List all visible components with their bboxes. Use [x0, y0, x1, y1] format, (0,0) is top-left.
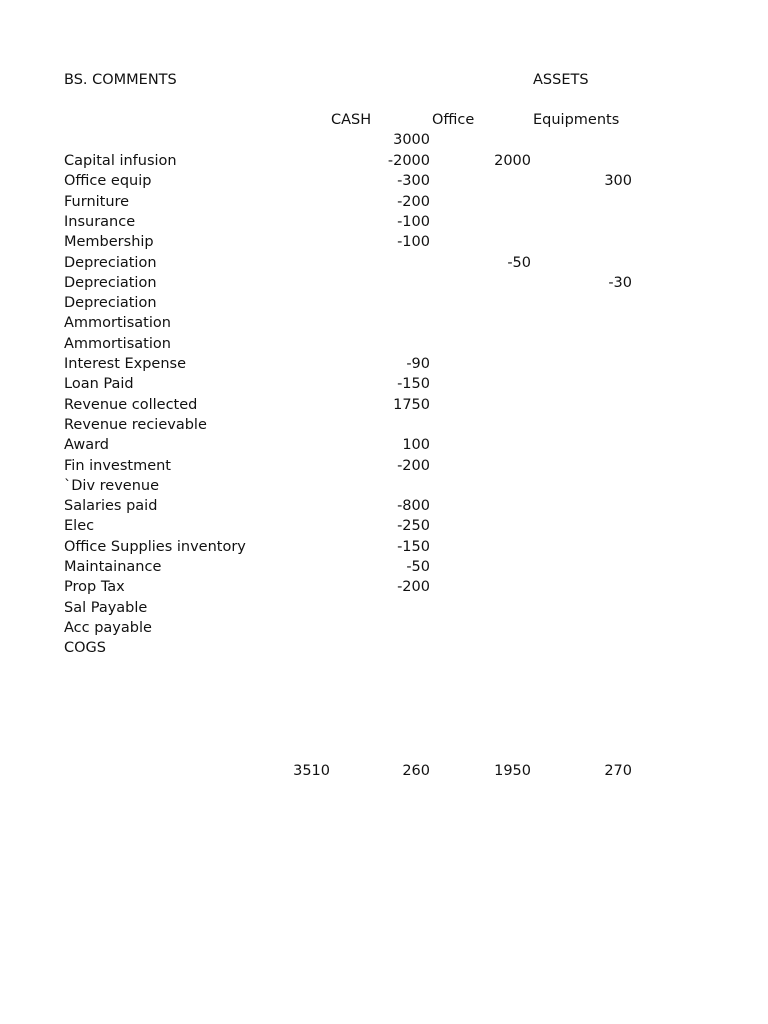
row-equipments-value	[532, 496, 632, 516]
row-equipments-value	[532, 415, 632, 435]
row-cash-value: -250	[397, 518, 430, 534]
sheet-title: BS. COMMENTS	[64, 72, 177, 88]
row-office-value: -50	[507, 255, 531, 271]
opening-cash-value: 3000	[393, 132, 430, 148]
row-cash-value: -50	[406, 559, 430, 575]
row-equipments-value	[532, 577, 632, 597]
row-office-value	[431, 192, 531, 212]
row-cash-value: -800	[397, 498, 430, 514]
row-label: Insurance	[64, 214, 136, 230]
row-cash-value	[330, 273, 430, 293]
row-label: Salaries paid	[64, 498, 158, 514]
row-office-value	[431, 232, 531, 252]
row-office-value	[431, 435, 531, 455]
row-label: Office Supplies inventory	[64, 539, 246, 555]
row-label: Capital infusion	[64, 153, 177, 169]
row-office-value	[431, 456, 531, 476]
row-cash-value: -150	[397, 539, 430, 555]
row-cash-value	[330, 415, 430, 435]
row-cash-value: 100	[402, 437, 430, 453]
row-equipments-value	[532, 313, 632, 333]
row-cash-value: -100	[397, 234, 430, 250]
row-label: Ammortisation	[64, 336, 171, 352]
row-office-value	[431, 374, 531, 394]
row-cash-value: -200	[397, 579, 430, 595]
row-label: Loan Paid	[64, 376, 134, 392]
row-equipments-value	[532, 537, 632, 557]
row-cash-value	[330, 598, 430, 618]
row-label: Interest Expense	[64, 356, 187, 372]
row-equipments-value	[532, 395, 632, 415]
row-office-value	[431, 537, 531, 557]
row-office-value	[431, 212, 531, 232]
row-office-value	[431, 577, 531, 597]
row-cash-value	[330, 313, 430, 333]
row-label: Depreciation	[64, 255, 157, 271]
column-header-cash: CASH	[331, 112, 372, 128]
row-label: Fin investment	[64, 458, 171, 474]
row-label: Ammortisation	[64, 315, 171, 331]
row-cash-value	[330, 476, 430, 496]
row-equipments-value	[532, 354, 632, 374]
row-label: Furniture	[64, 194, 130, 210]
column-header-office: Office	[432, 112, 475, 128]
row-label: Depreciation	[64, 295, 157, 311]
row-cash-value: -200	[397, 194, 430, 210]
row-equipments-value	[532, 435, 632, 455]
row-equipments-value	[532, 557, 632, 577]
row-cash-value	[330, 618, 430, 638]
row-cash-value: -150	[397, 376, 430, 392]
row-label: Elec	[64, 518, 95, 534]
row-cash-value: -90	[406, 356, 430, 372]
row-office-value	[431, 598, 531, 618]
assets-group-header: ASSETS	[533, 72, 589, 88]
row-label: COGS	[64, 640, 106, 656]
row-label: Prop Tax	[64, 579, 125, 595]
row-label: Revenue collected	[64, 397, 198, 413]
row-cash-value: 1750	[393, 397, 430, 413]
row-office-value	[431, 557, 531, 577]
row-equipments-value	[532, 334, 632, 354]
row-equipments-value	[532, 456, 632, 476]
column-header-equipments: Equipments	[533, 112, 620, 128]
row-label: Acc payable	[64, 620, 152, 636]
row-label: Maintainance	[64, 559, 162, 575]
row-label: Membership	[64, 234, 154, 250]
total-cash-value: 260	[402, 763, 430, 779]
row-equipments-value	[532, 232, 632, 252]
row-equipments-value	[532, 151, 632, 171]
total-equipments-value: 270	[604, 763, 632, 779]
total-office-value: 1950	[494, 763, 531, 779]
row-equipments-value	[532, 516, 632, 536]
row-cash-value: -100	[397, 214, 430, 230]
row-equipments-value	[532, 293, 632, 313]
row-equipments-value: 300	[604, 173, 632, 189]
row-label: Office equip	[64, 173, 152, 189]
row-equipments-value	[532, 192, 632, 212]
row-equipments-value	[532, 212, 632, 232]
row-equipments-value	[532, 598, 632, 618]
row-equipments-value	[532, 618, 632, 638]
row-office-value	[431, 476, 531, 496]
row-cash-value: -200	[397, 458, 430, 474]
row-equipments-value	[532, 476, 632, 496]
row-office-value	[431, 354, 531, 374]
row-office-value	[431, 334, 531, 354]
row-office-value	[431, 415, 531, 435]
row-cash-value: -300	[397, 173, 430, 189]
row-cash-value: -2000	[387, 153, 430, 169]
row-office-value	[431, 395, 531, 415]
row-office-value	[431, 313, 531, 333]
row-office-value	[431, 496, 531, 516]
row-office-value	[431, 293, 531, 313]
row-equipments-value	[532, 638, 632, 658]
row-cash-value	[330, 638, 430, 658]
row-office-value	[431, 516, 531, 536]
row-label: Sal Payable	[64, 600, 148, 616]
row-office-value	[431, 273, 531, 293]
row-office-value	[431, 638, 531, 658]
row-office-value	[431, 171, 531, 191]
row-cash-value	[330, 253, 430, 273]
total-assets-value: 3510	[293, 763, 330, 779]
row-office-value: 2000	[494, 153, 531, 169]
row-cash-value	[330, 334, 430, 354]
row-label: `Div revenue	[64, 478, 160, 494]
row-office-value	[431, 618, 531, 638]
row-label: Depreciation	[64, 275, 157, 291]
row-equipments-value	[532, 374, 632, 394]
row-label: Award	[64, 437, 109, 453]
row-equipments-value: -30	[608, 275, 632, 291]
row-cash-value	[330, 293, 430, 313]
row-label: Revenue recievable	[64, 417, 207, 433]
row-equipments-value	[532, 253, 632, 273]
